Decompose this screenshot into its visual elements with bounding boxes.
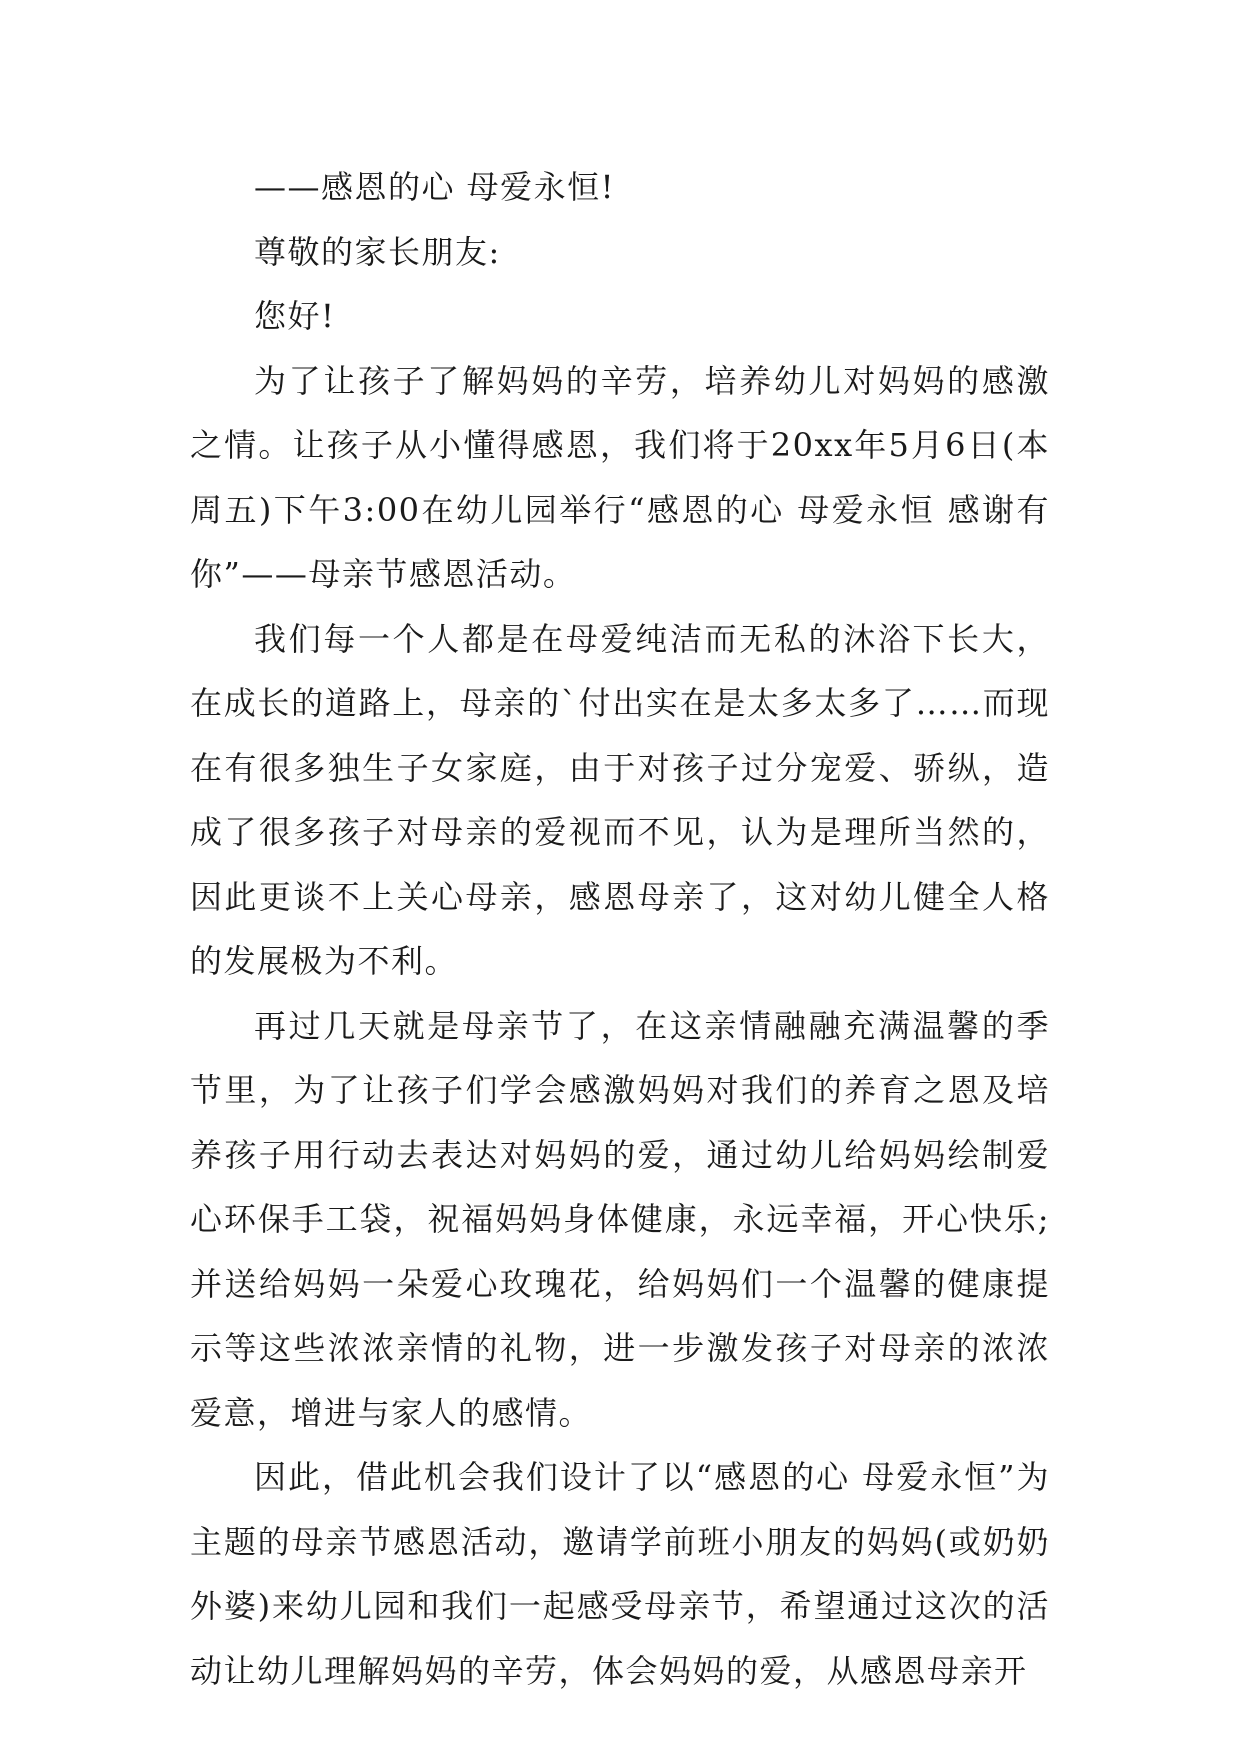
- document-body: [190, 155, 1050, 1703]
- paragraph-background: 我们每一个人都是在母爱纯洁而无私的沐浴下长大，在成长的道路上，母亲的`付出实在是太多太多了……而现在有很多独生子女家庭，由于对孩子过分宠爱、骄纵，造成了很多孩子对母亲的爱视而不见，认为是理所当然的，因此更谈不上关心母亲，感恩母亲了，这对幼儿健全人格的发展极为不利。: [190, 619, 1050, 980]
- paragraph-invitation: 因此，借此机会我们设计了以“感恩的心 母爱永恒”为主题的母亲节感恩活动，邀请学前班小朋友的妈妈(或奶奶外婆)来幼儿园和我们一起感受母亲节，希望通过这次的活动让幼儿理解妈妈的辛劳，体会妈妈的爱，从感恩母亲开: [190, 1458, 1050, 1690]
- paragraph-activities: 再过几天就是母亲节了，在这亲情融融充满温馨的季节里，为了让孩子们学会感激妈妈对我们的养育之恩及培养孩子用行动去表达对妈妈的爱，通过幼儿给妈妈绘制爱心环保手工袋，祝福妈妈身体健康，永远幸福，开心快乐;并送给妈妈一朵爱心玫瑰花，给妈妈们一个温馨的健康提示等这些浓浓亲情的礼物，进一步激发孩子对母亲的浓浓爱意，增进与家人的感情。: [190, 1006, 1050, 1432]
- greeting: 您好!: [254, 297, 336, 335]
- paragraph-event-notice: 为了让孩子了解妈妈的辛劳，培养幼儿对妈妈的感激之情。让孩子从小懂得感恩，我们将于20xx年5月6日(本周五)下午3:00在幼儿园举行“感恩的心 母爱永恒 感谢有你”——母亲节感恩活动。: [190, 361, 1050, 593]
- salutation: 尊敬的家长朋友:: [254, 232, 501, 271]
- subtitle-line: ——感恩的心 母爱永恒!: [254, 168, 616, 206]
